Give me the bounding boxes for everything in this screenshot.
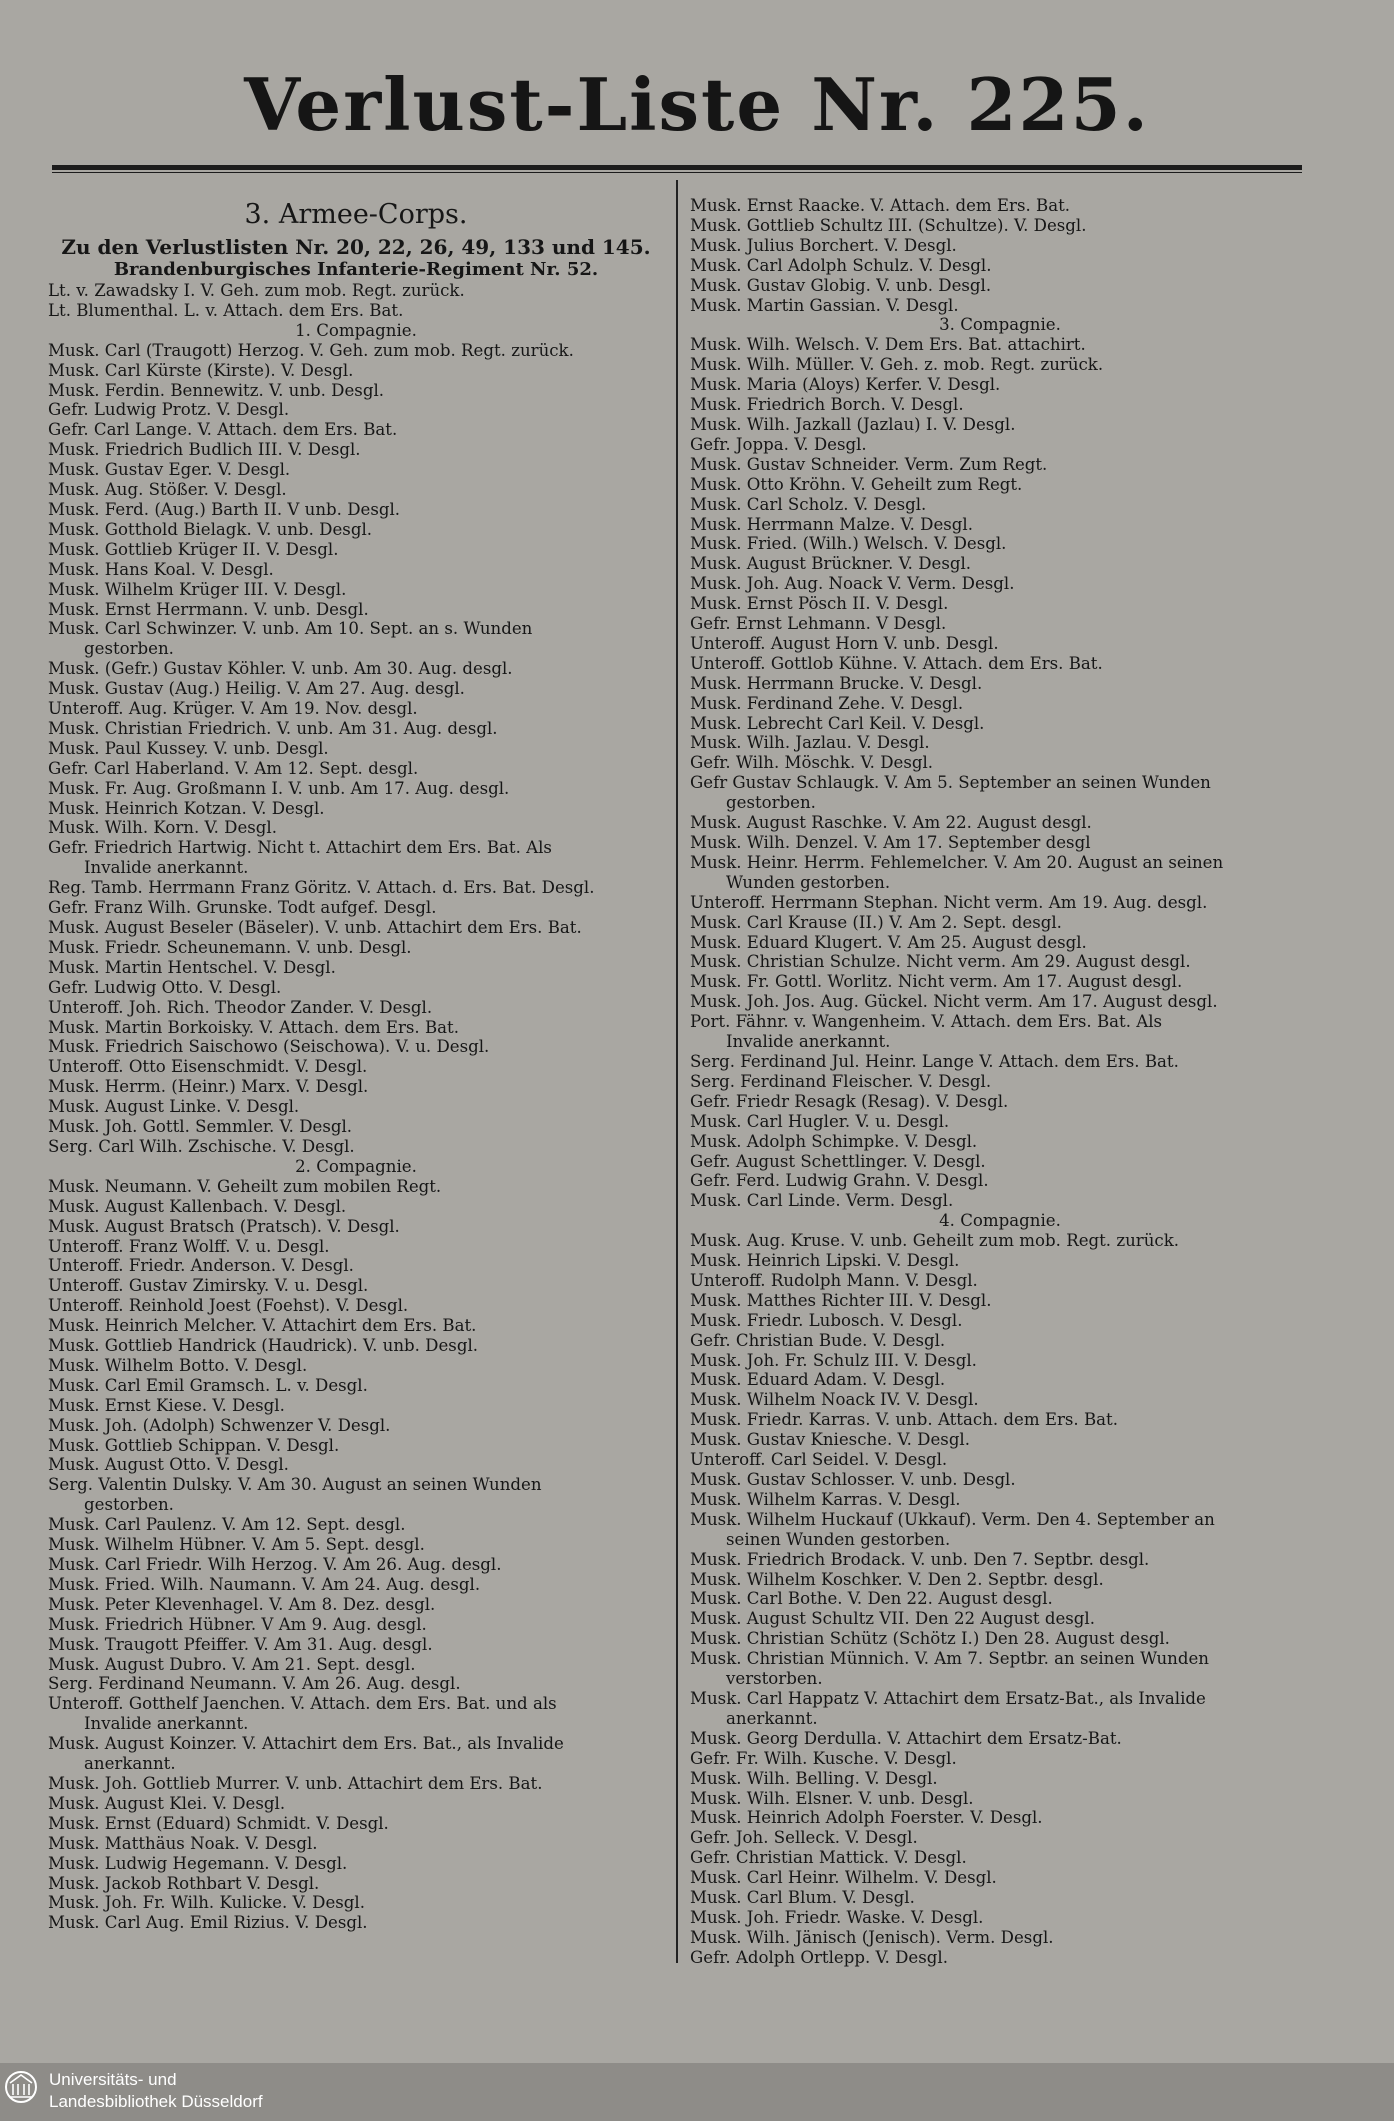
- list-entry: Musk. Traugott Pfeiffer. V. Am 31. Aug. desgl.: [48, 1634, 433, 1654]
- list-entry: Musk. Wilhelm Hübner. V. Am 5. Sept. desgl.: [48, 1535, 425, 1555]
- list-entry: Musk. Carl Adolph Schulz. V. Desgl.: [690, 255, 992, 275]
- list-entry: Musk. Carl Bothe. V. Den 22. August desgl.: [690, 1589, 1053, 1609]
- list-entry: Gefr. Fr. Wilh. Kusche. V. Desgl.: [690, 1748, 957, 1768]
- list-entry: Musk. Carl Paulenz. V. Am 12. Sept. desgl.: [48, 1515, 406, 1535]
- list-entry: Musk. Wilhelm Botto. V. Desgl.: [48, 1355, 308, 1375]
- list-entry: Unteroff. Reinhold Joest (Foehst). V. Desgl.: [48, 1296, 409, 1316]
- list-entry: Musk. Matthes Richter III. V. Desgl.: [690, 1290, 992, 1310]
- list-entry: Musk. Ernst Kiese. V. Desgl.: [48, 1395, 285, 1415]
- list-entry: Musk. Carl Linde. Verm. Desgl.: [690, 1191, 954, 1211]
- list-entry: Musk. Gottlieb Krüger II. V. Desgl.: [48, 539, 339, 559]
- list-entry: Musk. Gotthold Bielagk. V. unb. Desgl.: [48, 519, 373, 539]
- list-entry: Musk. Joh. Gottlieb Murrer. V. unb. Attachirt dem Ers. Bat.: [48, 1773, 543, 1793]
- list-entry: Gefr. Wilh. Möschk. V. Desgl.: [690, 753, 934, 773]
- list-entry: Musk. August Linke. V. Desgl.: [48, 1097, 300, 1117]
- list-entry: Gefr. Christian Mattick. V. Desgl.: [690, 1848, 967, 1868]
- list-entry: Musk. Christian Friedrich. V. unb. Am 31. Aug. desgl.: [48, 718, 498, 738]
- list-entry: Gefr. Ludwig Protz. V. Desgl.: [48, 400, 290, 420]
- list-entry: Musk. Fr. Aug. Großmann I. V. unb. Am 17. Aug. desgl.: [48, 778, 510, 798]
- list-entry: Gefr. Franz Wilh. Grunske. Todt aufgef. Desgl.: [48, 898, 437, 918]
- corps-heading: 3. Armee-Corps.: [244, 199, 468, 230]
- list-entry: Gefr. Ernst Lehmann. V Desgl.: [690, 614, 947, 634]
- list-entry: Musk. Carl Friedr. Wilh Herzog. V. Am 26. Aug. desgl.: [48, 1555, 502, 1574]
- list-entry: Serg. Carl Wilh. Zschische. V. Desgl.: [48, 1136, 355, 1156]
- list-entry: Musk. Martin Gassian. V. Desgl.: [690, 295, 959, 315]
- list-entry: Musk. Joh. Fr. Wilh. Kulicke. V. Desgl.: [48, 1893, 365, 1913]
- list-entry: Musk. Wilh. Denzel. V. Am 17. September desgl: [690, 833, 1091, 852]
- page-title: Verlust-Liste Nr. 225.: [244, 62, 1150, 147]
- list-entry: Musk. Wilh. Müller. V. Geh. z. mob. Regt. zurück.: [690, 355, 1104, 375]
- list-entry: Unteroff. Otto Eisenschmidt. V. Desgl.: [48, 1057, 368, 1077]
- list-entry: Musk. Friedrich Borch. V. Desgl.: [690, 395, 964, 415]
- company-heading: 3. Compagnie.: [939, 315, 1061, 335]
- list-entry: Musk. August Kallenbach. V. Desgl.: [48, 1196, 347, 1216]
- list-entry: Musk. Friedr. Karras. V. unb. Attach. dem Ers. Bat.: [690, 1410, 1118, 1430]
- list-entry: Musk. Gustav Kniesche. V. Desgl.: [690, 1430, 971, 1450]
- list-entry: Musk. Herrm. (Heinr.) Marx. V. Desgl.: [48, 1077, 369, 1097]
- list-entry: Unteroff. Gottlob Kühne. V. Attach. dem Ers. Bat.: [690, 653, 1103, 673]
- list-entry: Serg. Valentin Dulsky. V. Am 30. August an seinen Wunden: [48, 1475, 542, 1495]
- list-entry-continuation: Invalide anerkannt.: [84, 1714, 249, 1734]
- list-entry: Musk. Jackob Rothbart V. Desgl.: [48, 1873, 320, 1893]
- list-entry: Musk. Joh. Gottl. Semmler. V. Desgl.: [48, 1117, 353, 1137]
- list-entry: Musk. Carl Happatz V. Attachirt dem Ersatz-Bat., als Invalide: [690, 1688, 1206, 1708]
- list-entry: Gefr. Carl Lange. V. Attach. dem Ers. Bat.: [48, 420, 398, 440]
- list-entry: Unteroff. August Horn V. unb. Desgl.: [690, 633, 999, 653]
- list-entry: Musk. Otto Kröhn. V. Geheilt zum Regt.: [690, 474, 1023, 494]
- list-entry: Musk. Ernst Herrmann. V. unb. Desgl.: [48, 599, 369, 619]
- right-column: [690, 196, 1310, 1968]
- list-entry: Musk. Julius Borchert. V. Desgl.: [690, 235, 957, 255]
- list-entry: Musk. Gustav (Aug.) Heilig. V. Am 27. Aug. desgl.: [48, 679, 465, 699]
- list-entry: Musk. Herrmann Brucke. V. Desgl.: [690, 673, 983, 693]
- list-entry: Musk. Georg Derdulla. V. Attachirt dem Ersatz-Bat.: [690, 1728, 1122, 1748]
- list-entry: Musk. Paul Kussey. V. unb. Desgl.: [48, 738, 329, 758]
- list-entry: Musk. Neumann. V. Geheilt zum mobilen Regt.: [48, 1176, 442, 1196]
- list-entry: Musk. Ernst Raacke. V. Attach. dem Ers. Bat.: [690, 196, 1071, 215]
- list-entry: Musk. Joh. Fr. Schulz III. V. Desgl.: [690, 1350, 977, 1370]
- list-entry: Musk. Gustav Eger. V. Desgl.: [48, 460, 291, 480]
- list-entry: Musk. August Schultz VII. Den 22 August desgl.: [690, 1609, 1095, 1629]
- list-entry-continuation: anerkannt.: [84, 1754, 176, 1774]
- list-entry: Musk. Lebrecht Carl Keil. V. Desgl.: [690, 713, 985, 733]
- footer-line-1: Universitäts- und: [49, 2070, 177, 2089]
- list-entry: Lt. Blumenthal. L. v. Attach. dem Ers. Bat.: [48, 300, 404, 320]
- list-entry: Musk. Maria (Aloys) Kerfer. V. Desgl.: [690, 375, 1001, 395]
- list-entry: Musk. Friedr. Scheunemann. V. unb. Desgl.: [48, 937, 412, 957]
- list-entry: Musk. Christian Schütz (Schötz I.) Den 28. August desgl.: [690, 1629, 1170, 1649]
- list-entry: Musk. Wilh. Jänisch (Jenisch). Verm. Desgl.: [690, 1927, 1054, 1947]
- list-entry: Musk. Eduard Klugert. V. Am 25. August desgl.: [690, 932, 1087, 952]
- list-entry-continuation: gestorben.: [726, 793, 816, 813]
- footer-line-2: Landesbibliothek Düsseldorf: [49, 2092, 263, 2111]
- title-rule-thin: [52, 172, 1302, 173]
- list-entry-continuation: seinen Wunden gestorben.: [726, 1529, 951, 1549]
- list-entry: Musk. August Raschke. V. Am 22. August desgl.: [690, 813, 1092, 833]
- list-entry: Musk. August Bratsch (Pratsch). V. Desgl.: [48, 1216, 400, 1236]
- list-entry: Musk. Carl Hugler. V. u. Desgl.: [690, 1111, 950, 1131]
- list-entry: Musk. Eduard Adam. V. Desgl.: [690, 1370, 946, 1390]
- list-entry: Gefr. Joh. Selleck. V. Desgl.: [690, 1828, 918, 1848]
- list-entry: Musk. Gustav Globig. V. unb. Desgl.: [690, 275, 992, 295]
- list-entry-continuation: Wunden gestorben.: [726, 872, 891, 892]
- title-rule: [52, 165, 1302, 170]
- list-entry-continuation: verstorben.: [726, 1669, 823, 1689]
- list-entry: Musk. Christian Schulze. Nicht verm. Am 29. August desgl.: [690, 952, 1191, 972]
- list-entry: Musk. Wilh. Jazkall (Jazlau) I. V. Desgl.: [690, 414, 1016, 434]
- list-entry: Musk. Heinr. Herrm. Fehlemelcher. V. Am 20. August an seinen: [690, 852, 1224, 872]
- list-entry: Musk. Carl Heinr. Wilhelm. V. Desgl.: [690, 1868, 997, 1888]
- list-entry: Musk. Wilh. Belling. V. Desgl.: [690, 1768, 938, 1788]
- list-entry: Musk. Friedrich Hübner. V Am 9. Aug. desgl.: [48, 1614, 427, 1634]
- footer-text: [49, 2069, 263, 2113]
- list-entry: Musk. Carl Blum. V. Desgl.: [690, 1888, 915, 1908]
- list-entry: Serg. Ferdinand Neumann. V. Am 26. Aug. desgl.: [48, 1674, 461, 1694]
- list-entry: Musk. Gottlieb Handrick (Haudrick). V. unb. Desgl.: [48, 1336, 479, 1356]
- list-entry: Musk. August Brückner. V. Desgl.: [690, 554, 972, 574]
- list-entry: Musk. Friedrich Budlich III. V. Desgl.: [48, 440, 361, 460]
- list-entry: Musk. Friedrich Brodack. V. unb. Den 7. Septbr. desgl.: [690, 1549, 1150, 1569]
- list-entry: Musk. Ludwig Hegemann. V. Desgl.: [48, 1853, 348, 1873]
- list-entry: Musk. Martin Borkoisky. V. Attach. dem Ers. Bat.: [48, 1017, 459, 1037]
- list-entry: Unteroff. Franz Wolff. V. u. Desgl.: [48, 1236, 330, 1256]
- list-entry: Musk. Fr. Gottl. Worlitz. Nicht verm. Am 17. August desgl.: [690, 972, 1183, 992]
- list-entry-continuation: gestorben.: [84, 1495, 174, 1515]
- list-entry: Musk. Wilhelm Koschker. V. Den 2. Septbr. desgl.: [690, 1569, 1104, 1589]
- list-entry: Gefr. Friedr Resagk (Resag). V. Desgl.: [690, 1091, 1009, 1111]
- list-entry: Musk. Fried. (Wilh.) Welsch. V. Desgl.: [690, 534, 1007, 554]
- list-entry: Musk. Carl Krause (II.) V. Am 2. Sept. desgl.: [690, 912, 1062, 932]
- list-entry: Lt. v. Zawadsky I. V. Geh. zum mob. Regt. zurück.: [48, 281, 465, 300]
- list-entry: Musk. Ernst (Eduard) Schmidt. V. Desgl.: [48, 1813, 389, 1833]
- list-entry: Serg. Ferdinand Jul. Heinr. Lange V. Attach. dem Ers. Bat.: [690, 1051, 1179, 1071]
- list-entry: Musk. Wilhelm Huckauf (Ukkauf). Verm. Den 4. September an: [690, 1509, 1215, 1529]
- list-entry: Musk. Carl Schwinzer. V. unb. Am 10. Sept. an s. Wunden: [48, 619, 533, 639]
- list-entry: Musk. Heinrich Adolph Foerster. V. Desgl.: [690, 1808, 1043, 1828]
- list-entry: Unteroff. Aug. Krüger. V. Am 19. Nov. desgl.: [48, 699, 418, 719]
- list-entry: Musk. Ferdin. Bennewitz. V. unb. Desgl.: [48, 380, 385, 400]
- list-entry: Musk. Joh. Jos. Aug. Gückel. Nicht verm. Am 17. August desgl.: [690, 992, 1218, 1012]
- list-entry: Musk. Carl Aug. Emil Rizius. V. Desgl.: [48, 1913, 368, 1933]
- list-entry: Musk. Carl Scholz. V. Desgl.: [690, 494, 927, 514]
- company-heading: 1. Compagnie.: [295, 320, 417, 340]
- list-entry: Musk. Wilhelm Noack IV. V. Desgl.: [690, 1390, 979, 1410]
- list-entry: Musk. Wilhelm Krüger III. V. Desgl.: [48, 579, 347, 599]
- list-entry: Musk. August Otto. V. Desgl.: [48, 1455, 289, 1475]
- list-entry: Musk. Martin Hentschel. V. Desgl.: [48, 957, 336, 977]
- list-entry: Musk. Wilh. Korn. V. Desgl.: [48, 818, 277, 838]
- list-entry: Musk. Wilh. Elsner. V. unb. Desgl.: [690, 1788, 974, 1808]
- list-entry: Musk. Joh. (Adolph) Schwenzer V. Desgl.: [48, 1415, 391, 1435]
- section-subheading: Zu den Verlustlisten Nr. 20, 22, 26, 49, 133 und 145.: [61, 236, 651, 259]
- list-entry: Unteroff. Friedr. Anderson. V. Desgl.: [48, 1256, 354, 1276]
- list-entry: Musk. Gottlieb Schippan. V. Desgl.: [48, 1435, 340, 1455]
- list-entry: Musk. Matthäus Noak. V. Desgl.: [48, 1833, 318, 1853]
- list-entry: Musk. Herrmann Malze. V. Desgl.: [690, 514, 974, 534]
- list-entry: Musk. (Gefr.) Gustav Köhler. V. unb. Am 30. Aug. desgl.: [48, 659, 513, 679]
- list-entry: Unteroff. Carl Seidel. V. Desgl.: [690, 1450, 948, 1470]
- list-entry: Musk. Joh. Friedr. Waske. V. Desgl.: [690, 1907, 984, 1927]
- list-entry-continuation: anerkannt.: [726, 1708, 818, 1728]
- list-entry: Musk. Carl (Traugott) Herzog. V. Geh. zum mob. Regt. zurück.: [48, 340, 574, 360]
- list-entry: Musk. Aug. Kruse. V. unb. Geheilt zum mob. Regt. zurück.: [690, 1231, 1180, 1251]
- list-entry: Musk. Peter Klevenhagel. V. Am 8. Dez. desgl.: [48, 1594, 436, 1614]
- company-heading: 2. Compagnie.: [295, 1156, 417, 1176]
- list-entry: Musk. Joh. Aug. Noack V. Verm. Desgl.: [690, 574, 1015, 594]
- list-entry: Musk. Ferdinand Zehe. V. Desgl.: [690, 693, 964, 713]
- list-entry: Unteroff. Rudolph Mann. V. Desgl.: [690, 1270, 978, 1290]
- list-entry: Unteroff. Joh. Rich. Theodor Zander. V. Desgl.: [48, 997, 433, 1017]
- list-entry-continuation: Invalide anerkannt.: [84, 858, 249, 878]
- list-entry-continuation: Invalide anerkannt.: [726, 1032, 891, 1052]
- list-entry: Unteroff. Gotthelf Jaenchen. V. Attach. dem Ers. Bat. und als: [48, 1694, 557, 1714]
- list-entry: Musk. Friedrich Saischowo (Seischowa). V. u. Desgl.: [48, 1037, 490, 1057]
- list-entry: Musk. Heinrich Melcher. V. Attachirt dem Ers. Bat.: [48, 1316, 477, 1336]
- list-entry: Musk. Heinrich Kotzan. V. Desgl.: [48, 798, 325, 818]
- list-entry: Reg. Tamb. Herrmann Franz Göritz. V. Attach. d. Ers. Bat. Desgl.: [48, 878, 595, 898]
- list-entry: Musk. Friedr. Lubosch. V. Desgl.: [690, 1310, 963, 1330]
- list-entry: Musk. August Beseler (Bäseler). V. unb. Attachirt dem Ers. Bat.: [48, 918, 582, 937]
- list-entry: Musk. Gustav Schneider. Verm. Zum Regt.: [690, 454, 1048, 474]
- list-entry: Musk. Wilh. Welsch. V. Dem Ers. Bat. attachirt.: [690, 335, 1086, 355]
- list-entry: Musk. Heinrich Lipski. V. Desgl.: [690, 1251, 960, 1271]
- list-entry: Musk. Wilhelm Karras. V. Desgl.: [690, 1489, 961, 1509]
- list-entry: Gefr. August Schettlinger. V. Desgl.: [690, 1151, 986, 1171]
- list-entry: Gefr Gustav Schlaugk. V. Am 5. September an seinen Wunden: [690, 773, 1211, 793]
- list-entry: Port. Fähnr. v. Wangenheim. V. Attach. dem Ers. Bat. Als: [690, 1012, 1163, 1032]
- list-entry: Unteroff. Herrmann Stephan. Nicht verm. Am 19. Aug. desgl.: [690, 892, 1208, 912]
- list-entry: Musk. Aug. Stößer. V. Desgl.: [48, 480, 287, 500]
- list-entry: Gefr. Ludwig Otto. V. Desgl.: [48, 977, 282, 997]
- list-entry: Musk. Wilh. Jazlau. V. Desgl.: [690, 733, 930, 753]
- company-heading: 4. Compagnie.: [939, 1211, 1061, 1231]
- list-entry: Gefr. Carl Haberland. V. Am 12. Sept. desgl.: [48, 758, 419, 778]
- list-entry: Musk. Carl Kürste (Kirste). V. Desgl.: [48, 360, 354, 380]
- list-entry: Musk. Adolph Schimpke. V. Desgl.: [690, 1131, 978, 1151]
- list-entry: Musk. August Dubro. V. Am 21. Sept. desgl.: [48, 1654, 416, 1674]
- list-entry: Gefr. Adolph Ortlepp. V. Desgl.: [690, 1947, 948, 1967]
- list-entry: Musk. Ernst Pösch II. V. Desgl.: [690, 594, 949, 614]
- list-entry: Gefr. Joppa. V. Desgl.: [690, 434, 867, 454]
- list-entry: Musk. Carl Emil Gramsch. L. v. Desgl.: [48, 1375, 368, 1395]
- list-entry: Musk. August Koinzer. V. Attachirt dem Ers. Bat., als Invalide: [48, 1734, 564, 1754]
- left-column: [48, 196, 664, 1933]
- list-entry: Serg. Ferdinand Fleischer. V. Desgl.: [690, 1071, 992, 1091]
- list-entry: Musk. August Klei. V. Desgl.: [48, 1793, 286, 1813]
- list-entry: Unteroff. Gustav Zimirsky. V. u. Desgl.: [48, 1276, 369, 1296]
- list-entry: Musk. Christian Münnich. V. Am 7. Septbr. an seinen Wunden: [690, 1649, 1209, 1669]
- list-entry: Musk. Gottlieb Schultz III. (Schultze). V. Desgl.: [690, 215, 1087, 235]
- list-entry: Gefr. Christian Bude. V. Desgl.: [690, 1330, 946, 1350]
- list-entry: Musk. Fried. Wilh. Naumann. V. Am 24. Aug. desgl.: [48, 1574, 481, 1594]
- list-entry: Musk. Ferd. (Aug.) Barth II. V unb. Desgl.: [48, 499, 401, 519]
- library-logo-icon: [4, 2070, 38, 2104]
- list-entry: Musk. Gustav Schlosser. V. unb. Desgl.: [690, 1470, 1016, 1489]
- list-entry-continuation: gestorben.: [84, 639, 174, 659]
- column-divider: [676, 180, 678, 1963]
- list-entry: Gefr. Friedrich Hartwig. Nicht t. Attachirt dem Ers. Bat. Als: [48, 838, 552, 858]
- regiment-heading: Brandenburgisches Infanterie-Regiment Nr. 52.: [113, 259, 599, 280]
- list-entry: Musk. Hans Koal. V. Desgl.: [48, 559, 274, 579]
- list-entry: Gefr. Ferd. Ludwig Grahn. V. Desgl.: [690, 1171, 989, 1191]
